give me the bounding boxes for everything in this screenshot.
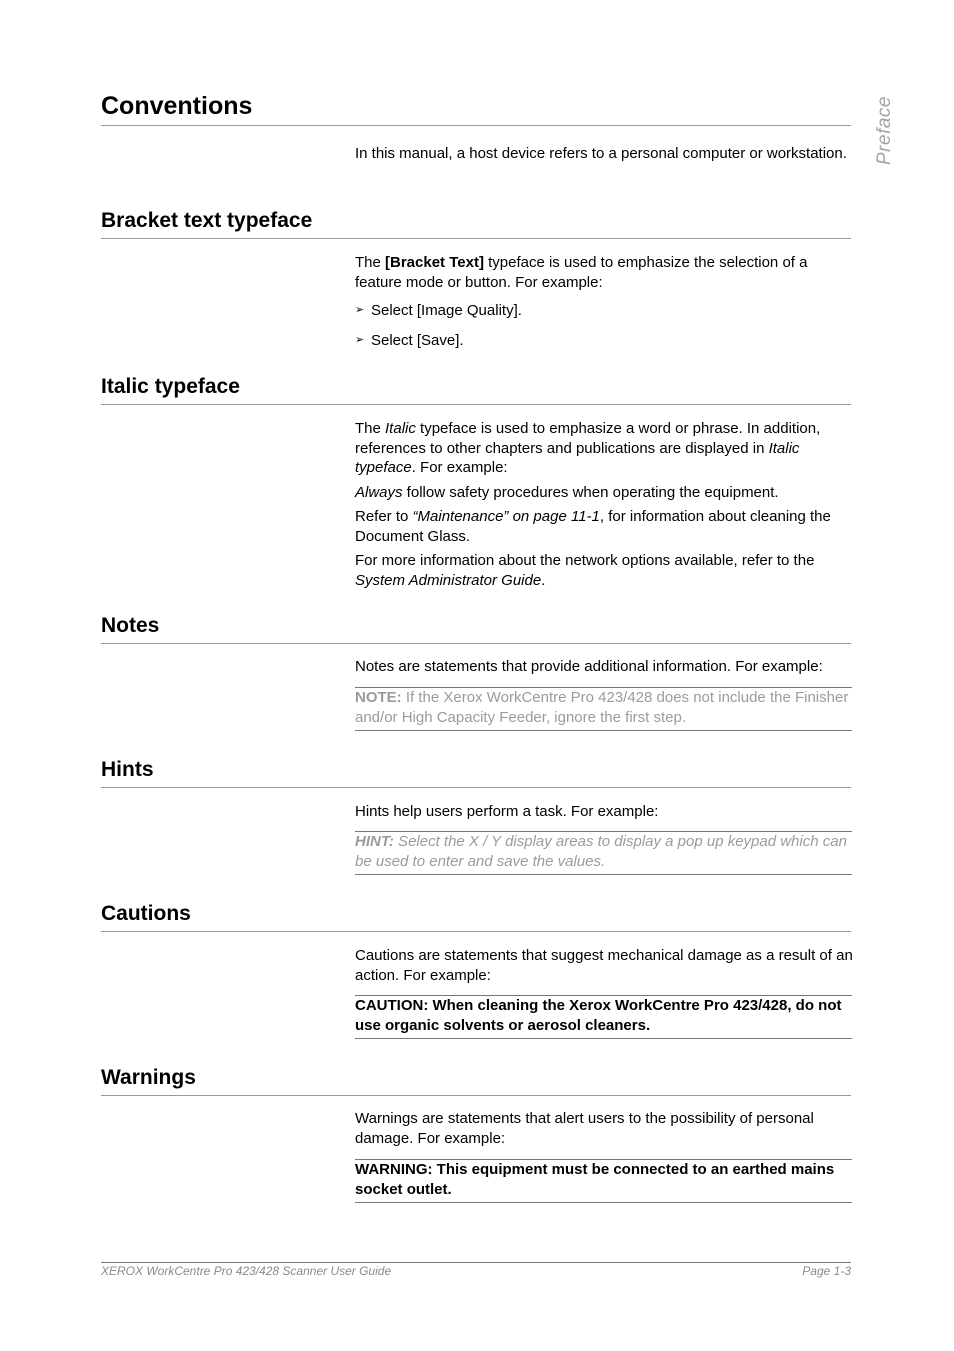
bracket-rule (101, 238, 851, 239)
bracket-text-post: typeface is used to emphasize the selection of a feature mode or button. For example: (355, 254, 808, 291)
warnings-rule (101, 1095, 851, 1096)
intro-text: In this manual, a host device refers to a personal computer or workstation. (355, 145, 847, 162)
title-rule (101, 125, 851, 126)
italic-body (355, 419, 853, 595)
notes-heading: Notes (101, 614, 160, 637)
bullet-item (355, 301, 853, 321)
note-box (355, 687, 852, 731)
hint-body: Select the X / Y display areas to display a pop up keypad which can be used to enter and save the values. (355, 833, 847, 870)
text-run: . (541, 571, 546, 589)
text-run: follow safety procedures when operating the equipment. (402, 483, 779, 501)
italic-run: Italic typeface (355, 439, 800, 476)
footer-rule (101, 1262, 851, 1263)
bullet-text: Select [Image Quality]. (371, 302, 522, 319)
italic-rule (101, 404, 851, 405)
bullet-text: Select [Save]. (371, 331, 464, 349)
italic-paragraph-1 (355, 419, 853, 478)
italic-run: System Administrator Guide (355, 571, 542, 589)
page-title: Conventions (101, 92, 253, 120)
bracket-text-bold: [Bracket Text] (385, 254, 484, 271)
cautions-rule (101, 931, 851, 932)
text-run: . For example: (411, 459, 508, 476)
warning-box: WARNING: This equipment must be connected to an earthed mains socket outlet. (355, 1159, 852, 1203)
notes-body (355, 657, 853, 682)
notes-text: Notes are statements that provide additional information. For example: (355, 658, 823, 675)
text-run: typeface is used to emphasize a word or phrase. In addition, references to other chapters and publications are displayed in (355, 420, 821, 457)
notes-rule (101, 643, 851, 644)
arrow-bullet-icon: ➢ (355, 333, 365, 346)
note-body: If the Xerox WorkCentre Pro 423/428 does not include the Finisher and/or High Capacity Feeder, ignore the first step. (355, 689, 849, 726)
note-lead: NOTE: (355, 689, 402, 706)
italic-paragraph-3 (355, 507, 853, 546)
warnings-body (355, 1109, 853, 1153)
text-run: , for information about cleaning the Document Glass. (355, 508, 831, 545)
hints-rule (101, 787, 851, 788)
footer-page-number: Page 1-3 (802, 1264, 851, 1278)
bracket-body (355, 253, 853, 360)
footer-document-title: XEROX WorkCentre Pro 423/428 Scanner User Guide (101, 1264, 392, 1278)
hints-text: Hints help users perform a task. For example: (355, 803, 659, 820)
text-run: Refer to (355, 508, 413, 525)
italic-run: Always (355, 483, 403, 501)
bracket-paragraph (355, 253, 853, 292)
italic-paragraph-4 (355, 551, 853, 590)
cautions-body (355, 946, 853, 990)
cautions-text: Cautions are statements that suggest mechanical damage as a result of an action. For example: (355, 947, 853, 984)
bracket-text-pre: The (355, 254, 386, 271)
arrow-bullet-icon: ➢ (355, 304, 365, 316)
cross-reference-link[interactable]: “Maintenance” on page 11-1 (412, 508, 600, 525)
italic-paragraph-2 (355, 483, 853, 503)
side-tab-label: Preface (874, 96, 895, 165)
intro-block (355, 144, 853, 169)
hints-body (355, 802, 853, 827)
hints-heading: Hints (101, 758, 154, 781)
hint-box (355, 831, 852, 875)
bracket-heading: Bracket text typeface (101, 209, 313, 232)
text-run: For more information about the network options available, refer to the (355, 552, 815, 569)
bullet-item (355, 331, 853, 351)
italic-heading: Italic typeface (101, 375, 240, 398)
hint-lead: HINT: (355, 833, 394, 850)
caution-box: CAUTION: When cleaning the Xerox WorkCentre Pro 423/428, do not use organic solvents or aerosol cleaners. (355, 995, 852, 1039)
cautions-heading: Cautions (101, 902, 191, 925)
text-run: The (355, 420, 386, 437)
warnings-text: Warnings are statements that alert users to the possibility of personal damage. For example: (355, 1110, 814, 1147)
warnings-heading: Warnings (101, 1066, 196, 1089)
italic-run: Italic (385, 420, 416, 437)
